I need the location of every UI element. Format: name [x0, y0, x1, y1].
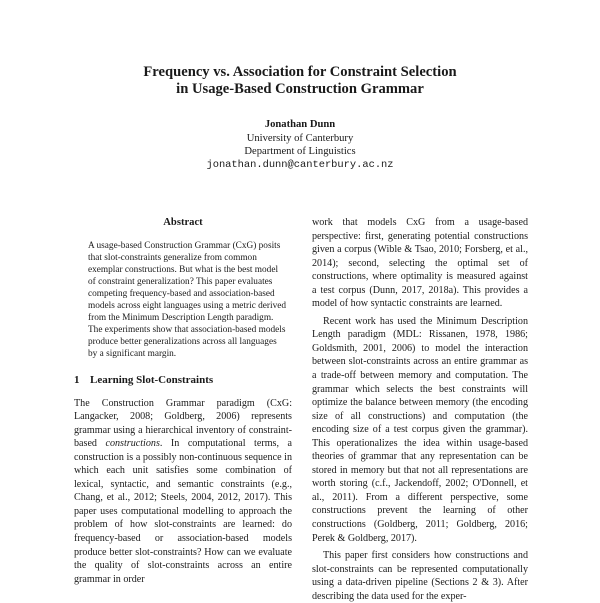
author-block [0, 118, 600, 172]
abstract-heading: Abstract [163, 217, 203, 228]
title-line-2: in Usage-Based Construction Grammar [176, 81, 424, 97]
author-email: jonathan.dunn@canterbury.ac.nz [206, 158, 394, 171]
right-paragraph-1: work that models CxG from a usage-based perspective: first, generating potential constructions given a corpus (Wible & Tsao, 2010; Forsberg, et al., 2014); second, selecting the optimal set of constructions, where optimality is measured against a test corpus (Dunn, 2017, 2018a). This provides a model of how syntactic constraints are learned. [312, 217, 528, 310]
right-paragraph-3: This paper first considers how constructions and slot-constraints can be represented computationally using a data-driven pipeline (Sections 2 & 3). After describing the data used for the exper- [312, 550, 528, 602]
paper-title [0, 64, 600, 98]
left-column [74, 216, 292, 586]
author-department: Department of Linguistics [244, 146, 356, 158]
right-paragraph-2: Recent work has used the Minimum Description Length paradigm (MDL: Rissanen, 1978, 1986; Goldsmith, 2001, 2006) to model the interaction between slot-constraints across an entire grammar as a trade-off between memory and computation. The grammar which selects the best constraints will optimize the balance between memory (the encoding size of all constructions) and computation (the encoding size of a test corpus given the grammar). This operationalizes the idea within usage-based theories of grammar that any representation can be stored in memory but that not all representations are worth storing (c.f., Jackendoff, 2002; O'Donnell, et al., 2011). From a different perspective, some constructions prevent the learning of other constructions (Goldberg, 2011; Goldberg, 2016; Perek & Goldberg, 2017). [312, 315, 528, 544]
author-affiliation: University of Canterbury [246, 132, 354, 144]
section-heading [74, 374, 292, 388]
para-text-b: . In computational terms, a construction is a possibly non-continuous sequence in which each unit satisfies some combination of lexical, syntactic, and semantic constraints (e.g., Chang, et al., 2012; Steels, 2004, 2012, 2017). This paper uses computational modelling to approach the problem of how slot-constraints are learned: do frequency-based or association-based models produce better slot-constraints? How can we evaluate the quality of slot-constraints across an entire grammar in order [74, 438, 292, 585]
para-text-a: The Construction Grammar paradigm (CxG: Langacker, 2008; Goldberg, 2006) represents grammar using a hierarchical inventory of constraint-based [74, 397, 292, 450]
section-number: 1 [74, 374, 80, 387]
section1-paragraph [74, 397, 292, 587]
para-emphasis: constructions [105, 438, 160, 450]
section-title: Learning Slot-Constraints [90, 374, 214, 387]
title-line-1: Frequency vs. Association for Constraint Selection [143, 64, 457, 80]
abstract-text: A usage-based Construction Grammar (CxG) posits that slot-constraints generalize from common exemplar constructions. But what is the best model of constraint generalization? This paper evaluates competing frequency-based and association-based models across eight languages using a metric derived from the Minimum Description Length paradigm. The experiments show that association-based models produce better generalizations across all languages by a significant margin. [88, 240, 287, 359]
right-column [312, 216, 528, 603]
author-name: Jonathan Dunn [264, 119, 336, 130]
